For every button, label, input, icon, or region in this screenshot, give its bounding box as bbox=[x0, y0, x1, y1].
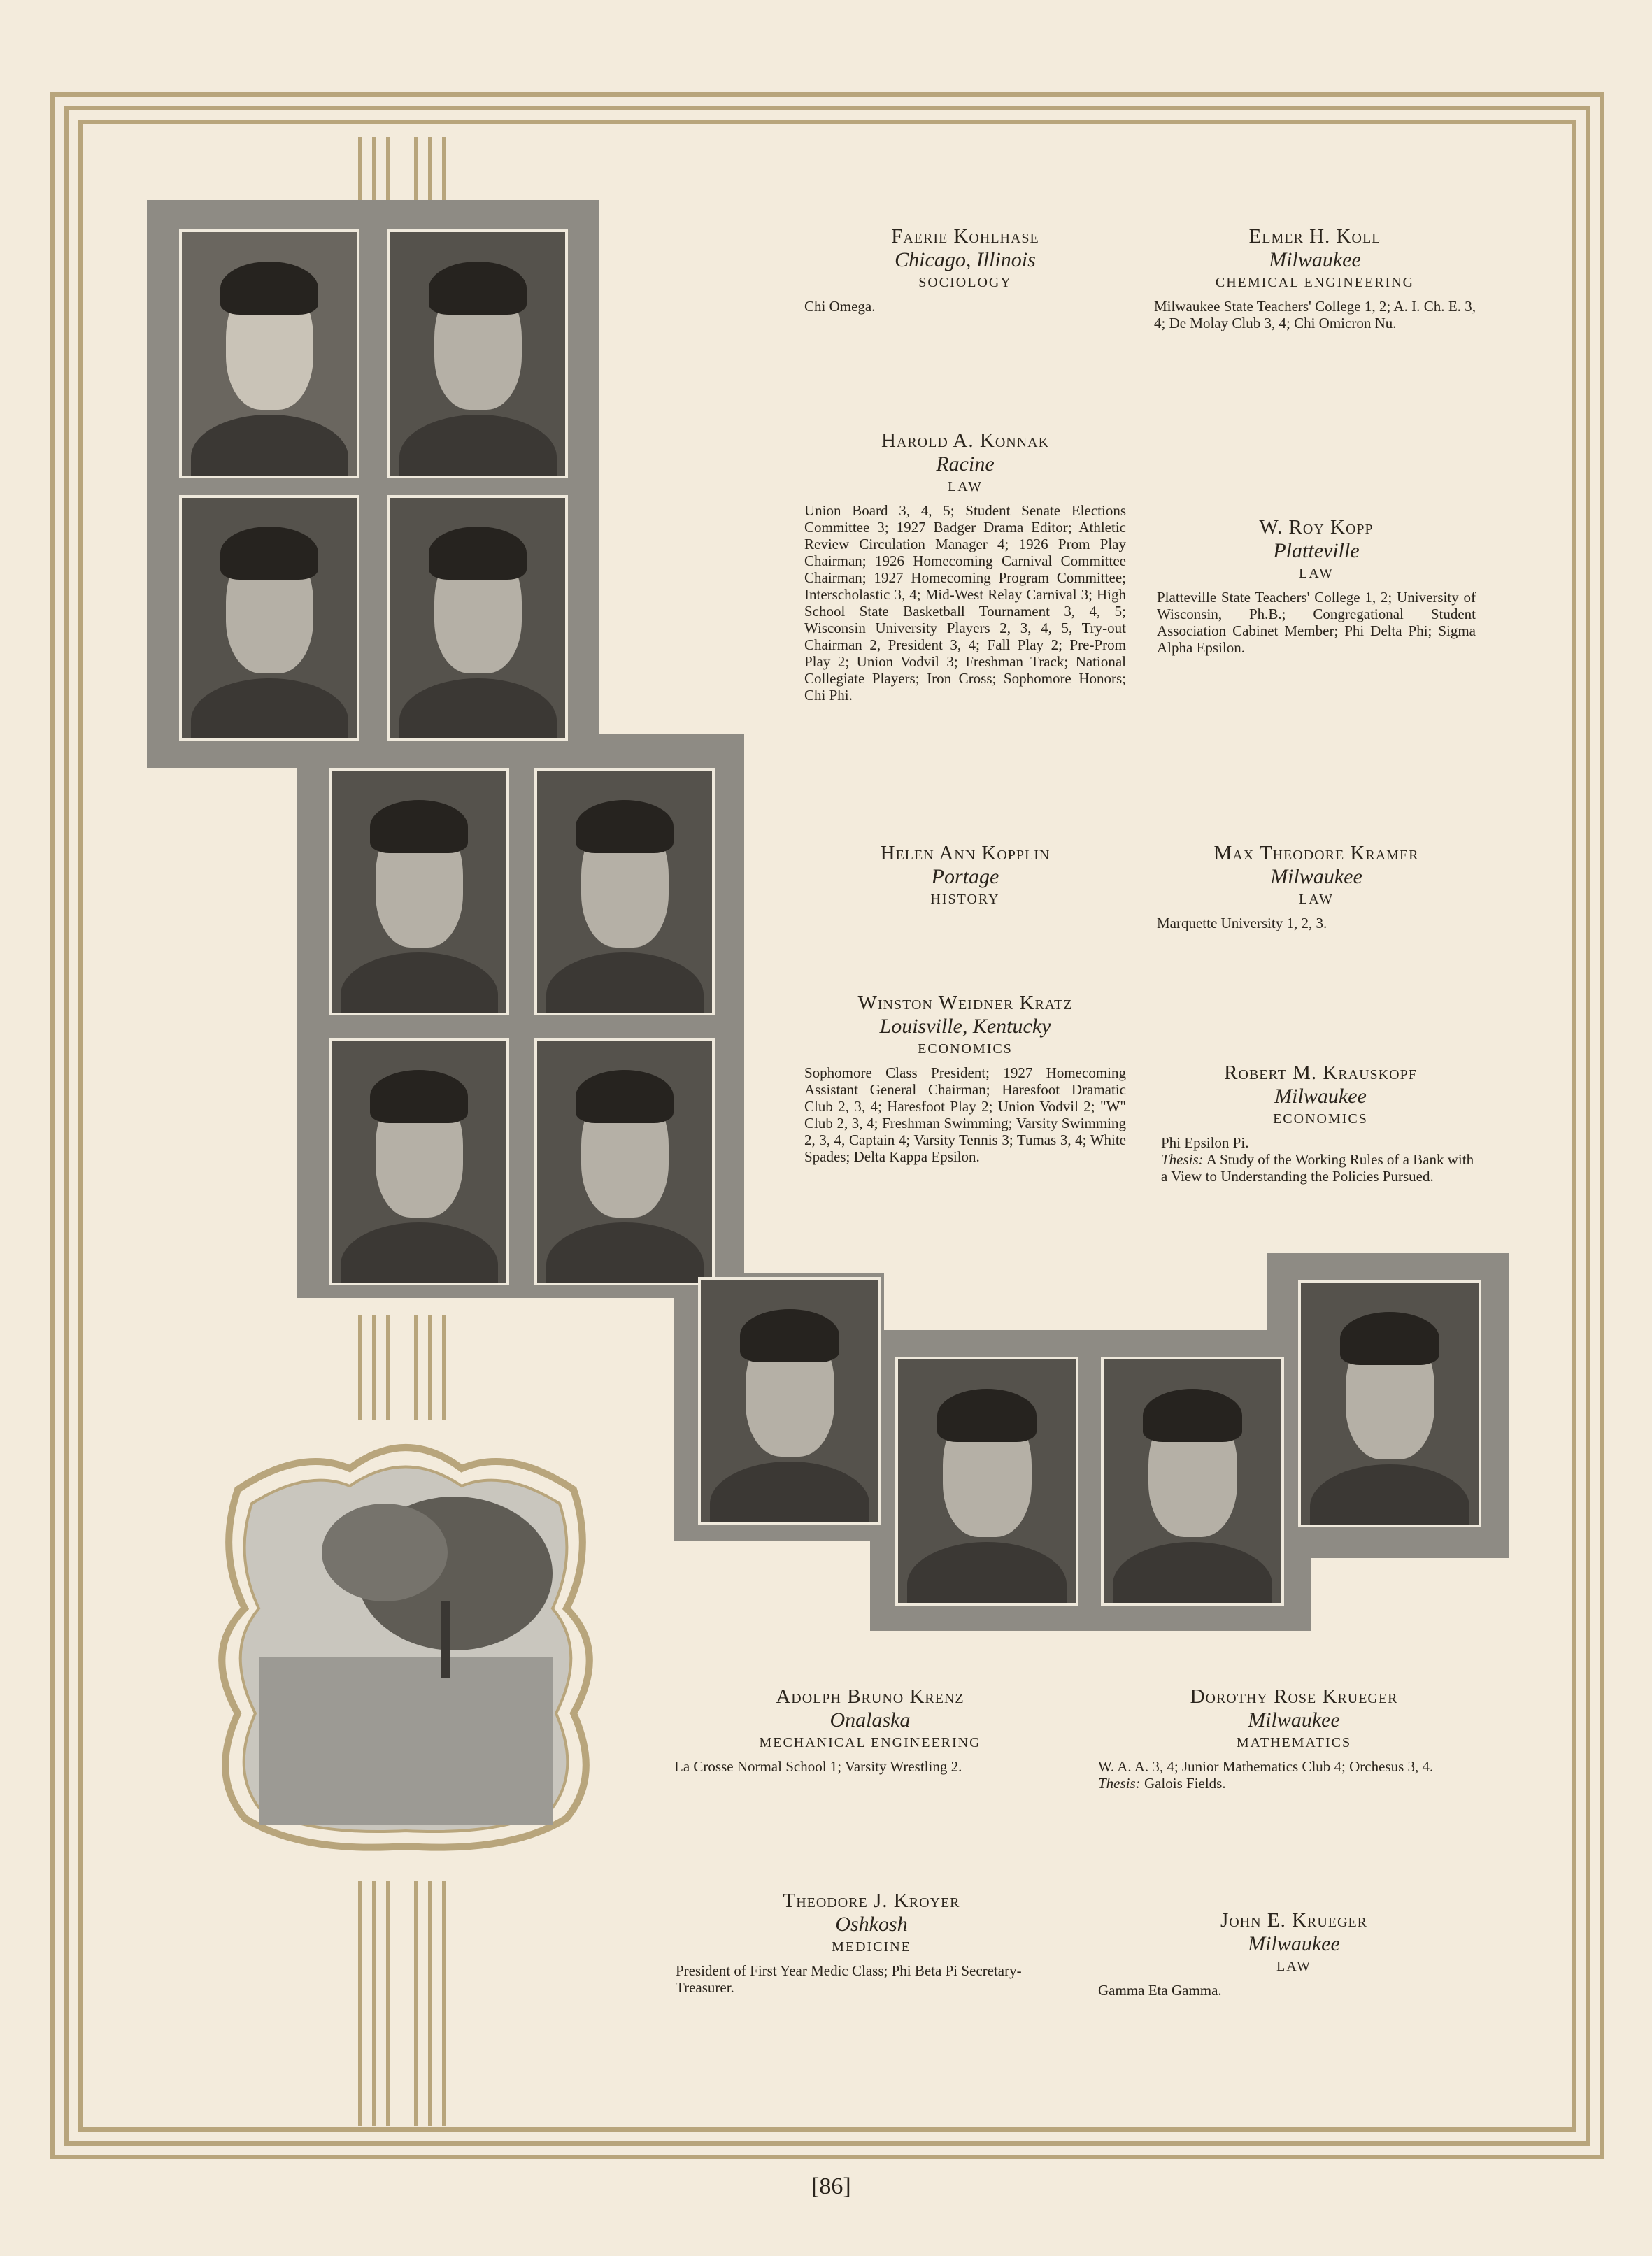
portrait-kohlhase bbox=[179, 229, 359, 478]
student-department: SOCIOLOGY bbox=[918, 275, 1012, 290]
student-fraternity: Phi Epsilon Pi. bbox=[1161, 1134, 1249, 1151]
student-thesis bbox=[1161, 1151, 1480, 1185]
student-town: Milwaukee bbox=[1248, 1708, 1340, 1732]
student-activities: Platteville State Teachers' College 1, 2; University of Wisconsin, Ph.B.; Congregational Student Association Cabinet Member; Phi Delta Phi; Sigma Alpha Epsilon. bbox=[1157, 589, 1476, 656]
student-department: ECONOMICS bbox=[918, 1041, 1013, 1057]
thesis-title: A Study of the Working Rules of a Bank with a View to Understanding the Policies Pursued. bbox=[1161, 1151, 1474, 1185]
portrait-krenz bbox=[698, 1277, 881, 1525]
student-department: LAW bbox=[1276, 1959, 1311, 1974]
student-town: Milwaukee bbox=[1274, 1085, 1367, 1108]
student-town: Oshkosh bbox=[835, 1913, 908, 1936]
student-name: Elmer H. Koll bbox=[1248, 225, 1381, 248]
entry-kratz bbox=[804, 992, 1126, 1165]
student-clubs: W. A. A. 3, 4; Junior Mathematics Club 4; Orchesus 3, 4. bbox=[1098, 1758, 1434, 1775]
portrait-koll bbox=[387, 229, 568, 478]
student-activities: Marquette University 1, 2, 3. bbox=[1157, 915, 1327, 931]
student-town: Portage bbox=[931, 865, 999, 888]
student-activities: Union Board 3, 4, 5; Student Senate Elections Committee 3; 1927 Badger Drama Editor; Athletic Review Circulation Manager 4; 1926 Prom Play Chairman; 1926 Homecoming Carnival Committee Chairman; 1927 Homecoming Program Committee; Interscholastic 3, 4; Mid-West Relay Carnival 3; High School State Basketball Tournament 3, 4, 5; Wisconsin University Players 2, 3, 4, 5, Try-out Chairman 2, President 3, 4; Fall Play 2; Pre-Prom Play 2; Union Vodvil 3; Freshman Track; National Collegiate Players; Iron Cross; Sophomore Honors; Chi Phi. bbox=[804, 502, 1126, 704]
entry-kroyer bbox=[676, 1890, 1067, 1996]
student-name: Dorothy Rose Krueger bbox=[1190, 1685, 1398, 1708]
student-department: LAW bbox=[1299, 566, 1334, 581]
student-department: LAW bbox=[948, 479, 983, 494]
portrait-krueger-dorothy bbox=[1101, 1357, 1284, 1606]
student-name: Harold A. Konnak bbox=[881, 429, 1050, 452]
entry-krueger-john bbox=[1098, 1909, 1490, 1999]
entry-kramer bbox=[1157, 842, 1476, 931]
student-name: Winston Weidner Kratz bbox=[857, 992, 1073, 1014]
portrait-konnak bbox=[179, 495, 359, 741]
entry-krauskopf bbox=[1161, 1062, 1480, 1185]
student-activities: President of First Year Medic Class; Phi Beta Pi Secretary-Treasurer. bbox=[676, 1962, 1022, 1996]
student-town: Milwaukee bbox=[1248, 1932, 1340, 1955]
entry-krueger-dorothy bbox=[1098, 1685, 1490, 1792]
student-activities: Sophomore Class President; 1927 Homecoming Assistant General Chairman; Haresfoot Dramatic Club 2, 3, 4; Haresfoot Play 2; Union Vodvil 2; "W" Club 2, 3, 4; Freshman Swimming; Varsity Swimming 2, 3, 4, Captain 4; Varsity Tennis 3; Tumas 3, 4; White Spades; Delta Kappa Epsilon. bbox=[804, 1064, 1126, 1165]
portrait-krueger-john bbox=[1298, 1280, 1481, 1527]
student-activities: Gamma Eta Gamma. bbox=[1098, 1982, 1222, 1999]
student-name: Adolph Bruno Krenz bbox=[776, 1685, 964, 1708]
student-activities: Chi Omega. bbox=[804, 298, 876, 315]
portrait-kopp bbox=[387, 495, 568, 741]
entry-krenz bbox=[674, 1685, 1066, 1775]
student-name: W. Roy Kopp bbox=[1259, 516, 1374, 538]
portrait-kramer bbox=[534, 768, 715, 1015]
entry-konnak bbox=[804, 429, 1126, 704]
student-department: MECHANICAL ENGINEERING bbox=[759, 1735, 981, 1750]
entry-koll bbox=[1154, 225, 1476, 331]
student-department: MATHEMATICS bbox=[1236, 1735, 1352, 1750]
student-activities: Milwaukee State Teachers' College 1, 2; A. I. Ch. E. 3, 4; De Molay Club 3, 4; Chi Omicron Nu. bbox=[1154, 298, 1476, 331]
portrait-kratz bbox=[329, 1038, 509, 1285]
student-name: Robert M. Krauskopf bbox=[1224, 1062, 1417, 1084]
student-name: John E. Krueger bbox=[1220, 1909, 1368, 1932]
student-town: Platteville bbox=[1273, 539, 1360, 562]
student-town: Louisville, Kentucky bbox=[879, 1015, 1051, 1038]
entry-kohlhase bbox=[804, 225, 1126, 315]
student-activities bbox=[1098, 1758, 1490, 1792]
student-department: HISTORY bbox=[930, 892, 1000, 907]
student-town: Onalaska bbox=[829, 1708, 911, 1732]
student-activities: La Crosse Normal School 1; Varsity Wrestling 2. bbox=[674, 1758, 962, 1775]
student-department: ECONOMICS bbox=[1273, 1111, 1368, 1127]
thesis-label: Thesis: bbox=[1161, 1151, 1204, 1168]
lake-landscape-image bbox=[175, 1427, 636, 1874]
thesis-title: Galois Fields. bbox=[1144, 1775, 1226, 1792]
student-activities bbox=[1161, 1134, 1480, 1185]
entry-kopp bbox=[1157, 516, 1476, 656]
portrait-krauskopf bbox=[534, 1038, 715, 1285]
student-name: Helen Ann Kopplin bbox=[880, 842, 1051, 864]
thesis-label: Thesis: bbox=[1098, 1775, 1141, 1792]
student-town: Chicago, Illinois bbox=[895, 248, 1036, 271]
student-town: Milwaukee bbox=[1269, 248, 1361, 271]
student-thesis bbox=[1098, 1775, 1490, 1792]
entry-kopplin bbox=[804, 842, 1126, 908]
student-name: Theodore J. Kroyer bbox=[783, 1890, 960, 1912]
portrait-kopplin bbox=[329, 768, 509, 1015]
student-department: CHEMICAL ENGINEERING bbox=[1215, 275, 1415, 290]
page-number: [86] bbox=[811, 2173, 851, 2199]
student-name: Max Theodore Kramer bbox=[1213, 842, 1419, 864]
student-town: Milwaukee bbox=[1270, 865, 1362, 888]
student-department: MEDICINE bbox=[832, 1939, 911, 1955]
student-name: Faerie Kohlhase bbox=[891, 225, 1039, 248]
portrait-kroyer bbox=[895, 1357, 1078, 1606]
student-town: Racine bbox=[936, 452, 995, 476]
student-department: LAW bbox=[1299, 892, 1334, 907]
